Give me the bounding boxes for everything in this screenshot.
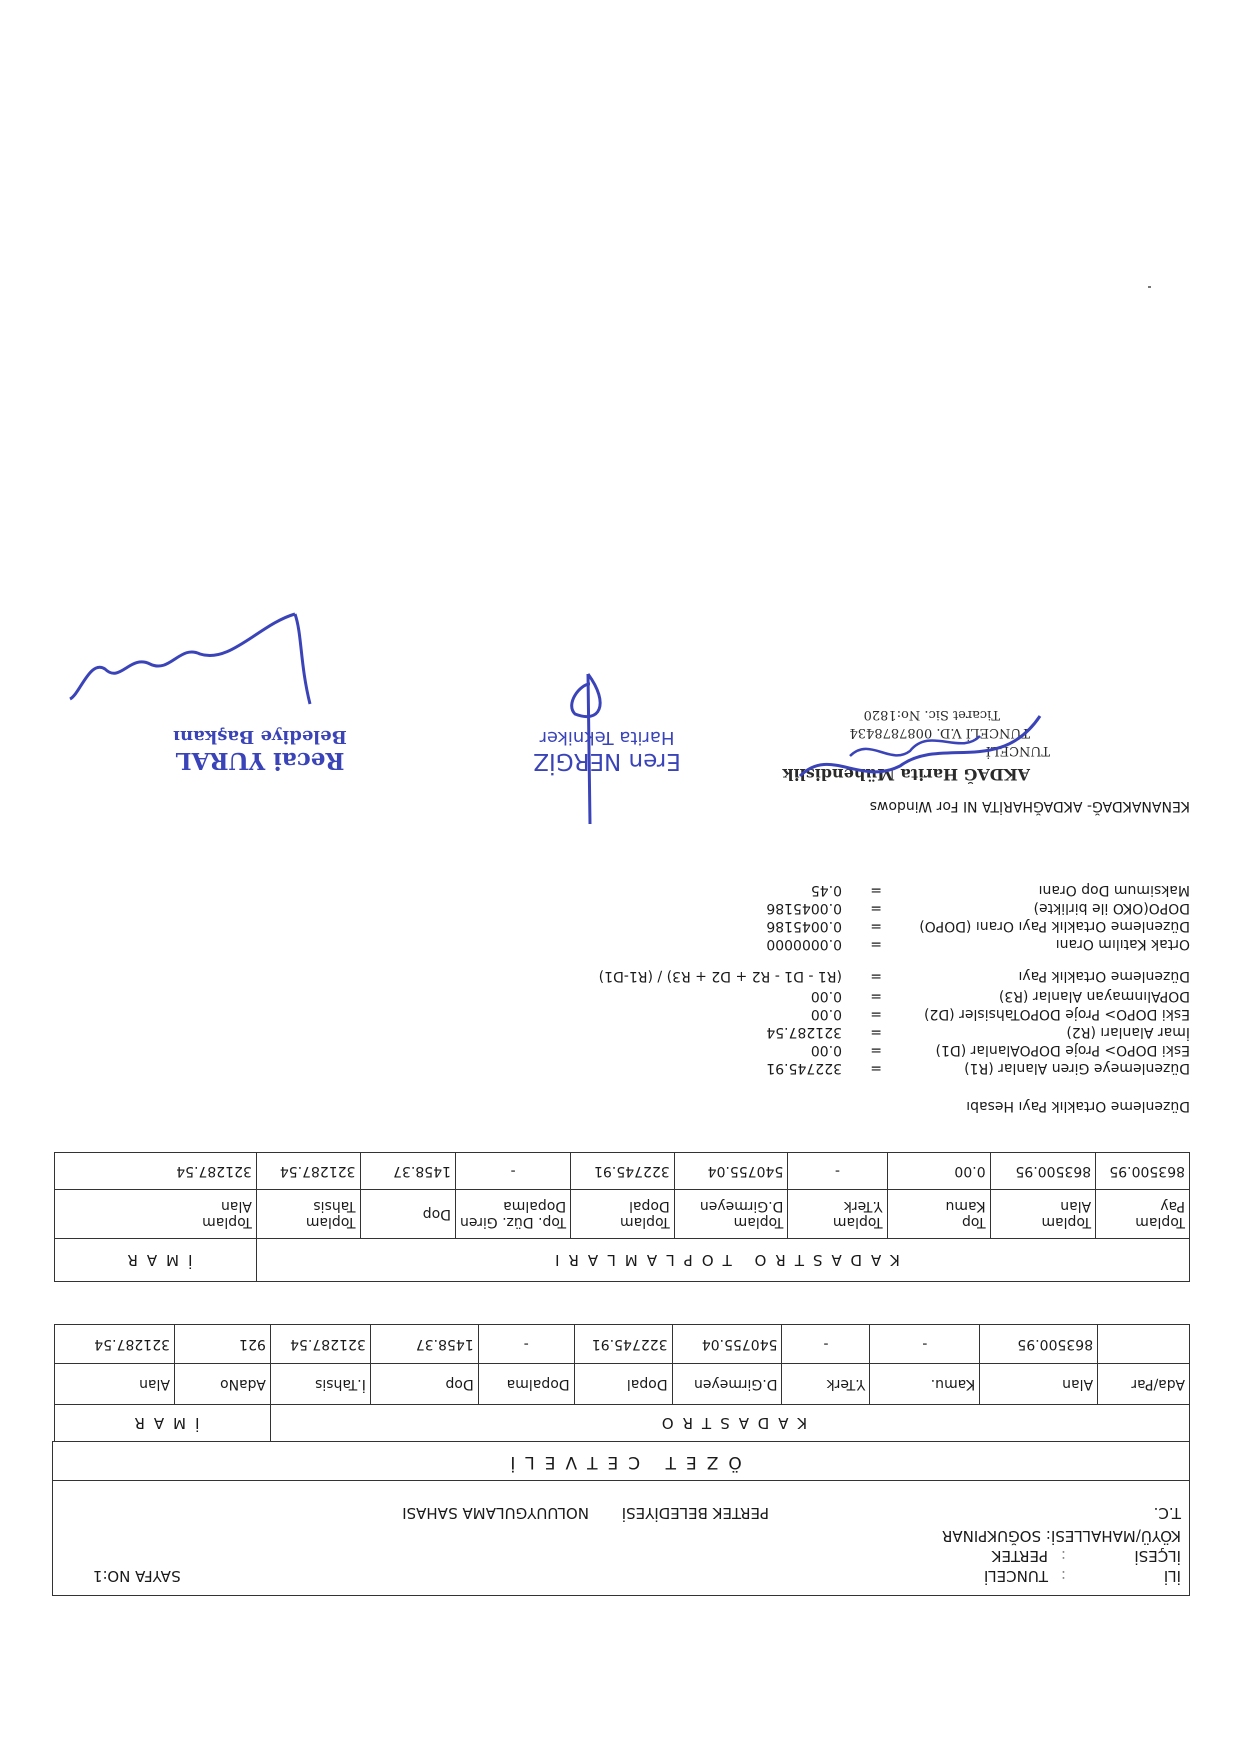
calc-value: 0.00 xyxy=(810,1042,842,1058)
summary-value xyxy=(1098,1325,1190,1364)
stamp-signature-icon xyxy=(760,656,1060,796)
summary-value: - xyxy=(478,1325,574,1364)
totals-col-header-line1: Toplam xyxy=(733,1214,784,1230)
koy-value: SOĞUKPINAR xyxy=(941,1527,1042,1545)
calc-label: İmar Alanları (R2) xyxy=(1066,1024,1190,1040)
totals-col-header-line1: Top xyxy=(961,1214,986,1230)
calc-value: 0.0045186 xyxy=(766,900,842,916)
calc-value: 0.45 xyxy=(810,882,842,898)
calc-label: DOPAlınmayan Alanlar (R3) xyxy=(998,988,1190,1004)
technician-signature-icon xyxy=(560,664,620,824)
header-box xyxy=(52,1480,1190,1596)
summary-col-header: Alan xyxy=(980,1364,1098,1405)
calc-title: Düzenleme Ortaklık Payı Hesabı xyxy=(966,1098,1190,1114)
totals-col-header-line2: Dopalma xyxy=(503,1198,567,1214)
totals-col-header xyxy=(887,1190,990,1239)
summary-col-header: Kamu. xyxy=(870,1364,980,1405)
totals-col-header-line2: Dopal xyxy=(629,1198,670,1214)
totals-value: 1458.37 xyxy=(360,1153,455,1190)
calc-equals: = xyxy=(870,918,882,934)
calc-equals: = xyxy=(870,900,882,916)
summary-col-header: Dop xyxy=(370,1364,478,1405)
signer-1-role: Harita Tekniker xyxy=(539,727,675,748)
calc-value: (R1 - D1 - R2 + D2 + R3) / (R1-D1) xyxy=(598,968,842,984)
totals-col-header-line2: Pay xyxy=(1160,1198,1185,1214)
totals-col-header-line2: Alan xyxy=(220,1198,252,1214)
totals-group-imar: İMAR xyxy=(55,1239,257,1282)
summary-value: 540755.04 xyxy=(672,1325,782,1364)
summary-value: 921 xyxy=(174,1325,270,1364)
calc-equals: = xyxy=(870,1060,882,1076)
totals-value: - xyxy=(456,1153,571,1190)
summary-value: 863500.95 xyxy=(980,1325,1098,1364)
calc-equals: = xyxy=(870,968,882,984)
calc-equals: = xyxy=(870,1006,882,1022)
summary-table xyxy=(54,1324,1190,1442)
totals-col-header-line2: Alan xyxy=(1060,1198,1092,1214)
totals-col-header xyxy=(55,1190,257,1239)
totals-value: - xyxy=(788,1153,887,1190)
totals-value: 863500.95 xyxy=(990,1153,1096,1190)
calc-value: 0.0000000 xyxy=(766,936,842,952)
summary-group-imar: İMAR xyxy=(55,1405,271,1442)
totals-col-header-line2: Tahsis xyxy=(313,1198,356,1214)
totals-value: 0.00 xyxy=(887,1153,990,1190)
signer-2-role: Belediye Başkanı xyxy=(173,726,347,747)
totals-group-kadastro: KADASTRO TOPLAMLARI xyxy=(256,1239,1189,1282)
totals-col-header-line2: D.Girmeyen xyxy=(699,1198,784,1214)
calc-label: Düzenleme Ortaklık Payı xyxy=(1018,968,1190,984)
summary-value: 321287.54 xyxy=(55,1325,175,1364)
summary-col-header: Dopal xyxy=(574,1364,672,1405)
summary-col-header: İ.Tahsis xyxy=(270,1364,370,1405)
signer-mayor xyxy=(130,726,390,774)
calc-equals: = xyxy=(870,988,882,1004)
totals-col-header-line2: Kamu xyxy=(945,1198,986,1214)
calc-label: Düzenlemeye Giren Alanlar (R1) xyxy=(964,1060,1190,1076)
calc-label: Eski DOPO> Proje DOPOAlanlar (D1) xyxy=(935,1042,1190,1058)
stamp-line-1: AKDAĞ Harita Mühendislik xyxy=(782,765,1030,784)
org-label: T.C. xyxy=(1153,1504,1181,1522)
calc-equals: = xyxy=(870,936,882,952)
totals-col-header-line1: Toplam xyxy=(305,1214,356,1230)
signer-2-name: Recai YURAL xyxy=(175,747,345,774)
mayor-signature-icon xyxy=(60,604,320,724)
summary-value: 321287.54 xyxy=(270,1325,370,1364)
calc-label: Ortak Katılım Oranı xyxy=(1055,936,1190,952)
summary-col-header: Dopalma xyxy=(478,1364,574,1405)
company-stamp xyxy=(760,656,1060,796)
summary-value: - xyxy=(782,1325,870,1364)
il-line: İLİ:TUNCELİ xyxy=(983,1567,1181,1585)
il-value: TUNCELİ xyxy=(983,1567,1048,1585)
summary-group-kadastro: KADASTRO xyxy=(270,1405,1189,1442)
totals-col-header-line2: Dop xyxy=(422,1206,451,1222)
summary-col-header: Y.Terk xyxy=(782,1364,870,1405)
totals-col-header-line1: Toplam xyxy=(620,1214,670,1230)
summary-value: 1458.37 xyxy=(370,1325,478,1364)
totals-value: 322745.91 xyxy=(571,1153,675,1190)
calc-value: 322745.91 xyxy=(766,1060,842,1076)
summary-col-header: Alan xyxy=(55,1364,175,1405)
totals-value: 540755.04 xyxy=(674,1153,788,1190)
totals-col-header xyxy=(788,1190,887,1239)
calc-label: Düzenleme Ortaklık Payı Oranı (DOPO) xyxy=(919,918,1190,934)
totals-col-header xyxy=(456,1190,571,1239)
ilce-label: İLÇESİ xyxy=(1134,1547,1181,1565)
koy-line xyxy=(942,1527,1181,1545)
totals-col-header-line1: Toplam xyxy=(1041,1214,1092,1230)
koy-label: KÖYÜ/MAHALLESİ: xyxy=(1045,1527,1181,1545)
stamp-line-4: Ticaret Sic. No:1820 xyxy=(863,707,1000,722)
totals-table xyxy=(54,1152,1190,1282)
calc-label: DOPO(OKO ile birlikte) xyxy=(1033,900,1190,916)
totals-value: 321287.54 xyxy=(256,1153,360,1190)
summary-col-header: AdaNo xyxy=(174,1364,270,1405)
calc-value: 321287.54 xyxy=(766,1024,842,1040)
ilce-line: İLÇESİ:PERTEK xyxy=(991,1547,1181,1565)
totals-col-header xyxy=(571,1190,675,1239)
summary-value: 322745.91 xyxy=(574,1325,672,1364)
municipality-label: PERTEK BELEDİYESİ xyxy=(621,1504,769,1522)
totals-value: 321287.54 xyxy=(55,1153,257,1190)
summary-value: - xyxy=(870,1325,980,1364)
totals-col-header xyxy=(990,1190,1096,1239)
page-number: SAYFA NO:1 xyxy=(93,1567,181,1585)
totals-value: 863500.95 xyxy=(1096,1153,1190,1190)
calc-label: Eski DOPO> Proje DOPOTahsisler (D2) xyxy=(924,1006,1190,1022)
calc-value: 0.0045186 xyxy=(766,918,842,934)
totals-col-header-line1: Toplam xyxy=(832,1214,883,1230)
calc-equals: = xyxy=(870,882,882,898)
summary-col-header: Ada/Par xyxy=(1098,1364,1190,1405)
scan-dot xyxy=(1148,286,1151,288)
totals-col-header xyxy=(256,1190,360,1239)
summary-col-header: D.Girmeyen xyxy=(672,1364,782,1405)
totals-col-header-line1: Toplam xyxy=(1135,1214,1185,1230)
calc-label: Maksimum Dop Oranı xyxy=(1038,882,1190,898)
totals-col-header xyxy=(360,1190,455,1239)
totals-col-header xyxy=(1096,1190,1190,1239)
stamp-line-3: TUNCELİ V.D. 0087878434 xyxy=(849,725,1030,740)
calc-value: 0.00 xyxy=(810,988,842,1004)
totals-col-header-line1: Top. Düz. Giren xyxy=(460,1214,567,1230)
calc-equals: = xyxy=(870,1042,882,1058)
totals-col-header-line1: Toplam xyxy=(202,1214,252,1230)
stamp-line-2: TUNCELİ xyxy=(985,743,1050,758)
software-line: KENANAKDAĞ- AKDAĞHARİTA NI For Windows xyxy=(869,798,1190,814)
totals-col-header xyxy=(674,1190,788,1239)
ilce-value: PERTEK xyxy=(991,1547,1048,1565)
summary-title: ÖZET CETVELİ xyxy=(52,1441,1190,1482)
signer-1-name: Eren NERGİZ xyxy=(533,748,681,774)
calc-value: 0.00 xyxy=(810,1006,842,1022)
calc-equals: = xyxy=(870,1024,882,1040)
totals-col-header-line2: Y.Terk xyxy=(843,1198,883,1214)
area-label: NOLUUYGULAMA SAHASI xyxy=(402,1504,589,1522)
il-label: İLİ xyxy=(1163,1567,1181,1585)
